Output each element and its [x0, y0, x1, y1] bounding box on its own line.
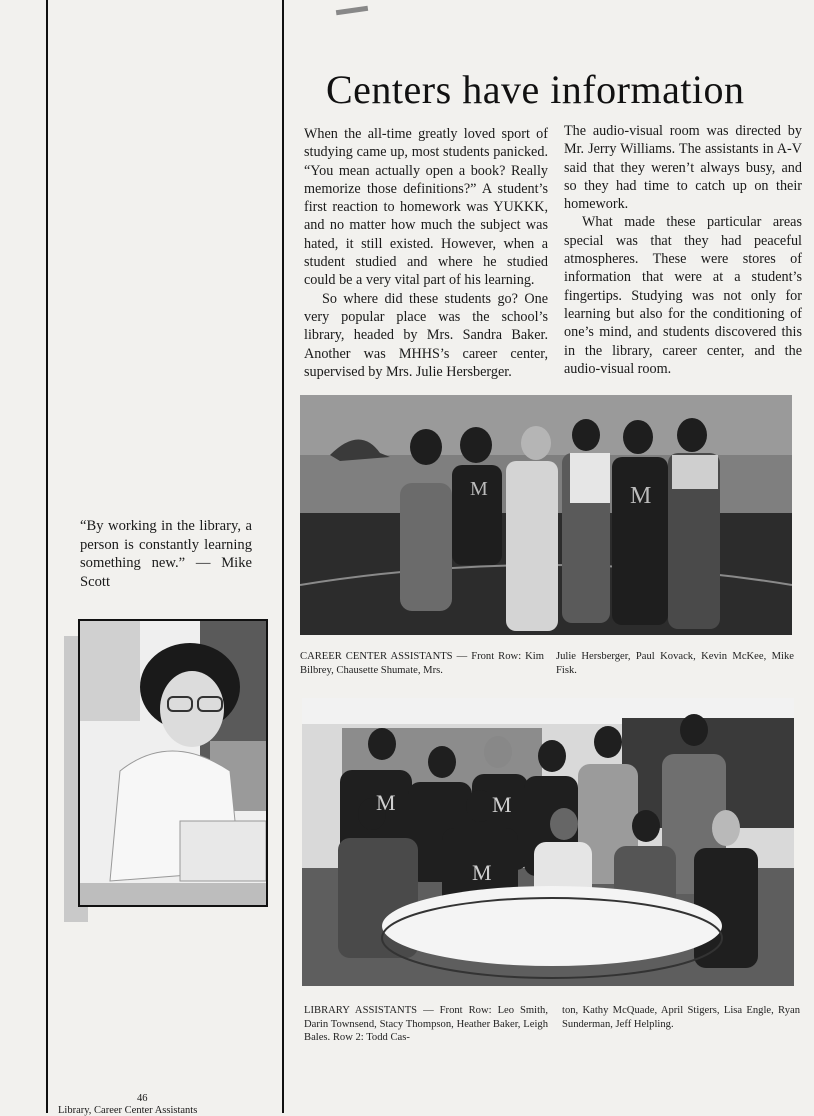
career-caption-part-2: Julie Hersberger, Paul Kovack, Kevin McKee, Mike Fisk. — [556, 651, 794, 676]
pull-quote: “By working in the library, a person is constantly learning something new.” — Mike Scott — [80, 518, 252, 590]
career-caption-part-1: CAREER CENTER ASSISTANTS — Front Row: Kim Bilbrey, Chausette Shumate, Mrs. — [300, 651, 544, 676]
svg-text:M: M — [492, 792, 512, 817]
career-center-photo — [300, 395, 792, 635]
svg-text:M: M — [630, 483, 652, 509]
scan-mark — [336, 6, 368, 15]
library-caption-part-2: ton, Kathy McQuade, April Stigers, Lisa Engle, Ryan Sunderman, Jeff Helpling. — [562, 1005, 800, 1030]
library-caption-part-1: LIBRARY ASSISTANTS — Front Row: Leo Smith, Darin Townsend, Stacy Thompson, Heather Baker, Leigh Bales. Row 2: Todd Cas- — [304, 1005, 548, 1044]
svg-text:M: M — [376, 790, 396, 815]
library-photo — [302, 698, 794, 986]
section-title: Library, Career Center Assistants — [58, 1105, 198, 1116]
svg-text:M: M — [470, 478, 488, 500]
body-paragraph: What made these particular areas special was that they had peaceful atmospheres. These were stores of information that were at a student’s fingertips. Studying was not only for learning but also for the conditioning of one’s mind, and students discovered this in the library, career center, and the audio-visual room. — [564, 214, 802, 377]
page-number: 46 — [137, 1093, 148, 1104]
portrait-photo — [78, 619, 268, 907]
page-headline: Centers have information — [326, 67, 745, 112]
svg-text:M: M — [472, 860, 492, 885]
body-paragraph: So where did these students go? One very popular place was the school’s library, headed by Mrs. Sandra Baker. Another was MHHS’s career center, supervised by Mrs. Julie Hersberger. — [304, 290, 548, 380]
body-column-1 — [304, 125, 548, 381]
body-paragraph: When the all-time greatly loved sport of studying came up, most students panicked. “You mean actually open a book? Really memorize those definitions?” A student’s first reaction to homework was YUKKK, and no matter how much the subject was hated, it still existed. However, when a student studied and where he studied could be a very vital part of his learning. — [304, 126, 548, 289]
body-paragraph: The audio-visual room was directed by Mr. Jerry Williams. The assistants in A-V said that they weren’t always busy, and so they had time to catch up on their homework. — [564, 123, 802, 213]
body-column-2 — [564, 122, 802, 378]
